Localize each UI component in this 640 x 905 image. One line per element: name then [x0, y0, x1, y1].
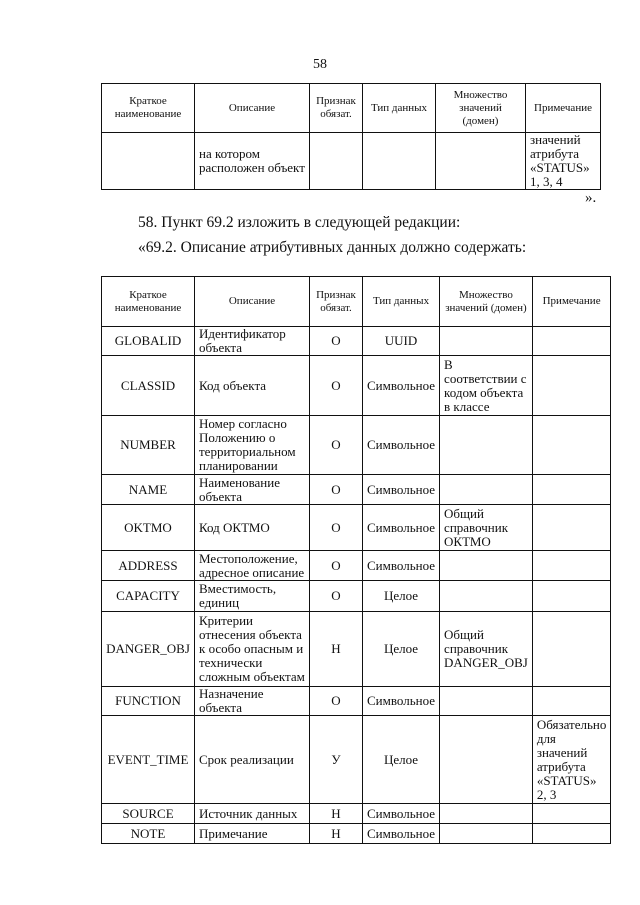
cell-type: Символьное: [363, 551, 440, 581]
cell-desc: на котором расположен объект: [195, 133, 310, 190]
cell-desc: Назначение объекта: [195, 687, 310, 716]
cell-desc: Местоположение, адресное описание: [195, 551, 310, 581]
cell-flag: [310, 133, 363, 190]
cell-desc: Критерии отнесения объекта к особо опасным и технически сложным объектам: [195, 612, 310, 687]
cell-note: [532, 356, 611, 416]
cell-flag: О: [310, 581, 363, 612]
cell-type: Целое: [363, 581, 440, 612]
cell-code: NUMBER: [102, 416, 195, 475]
cell-note: [532, 824, 611, 844]
table-row: [102, 687, 611, 716]
cell-desc: Источник данных: [195, 804, 310, 824]
cell-desc: Код объекта: [195, 356, 310, 416]
cell-note: [532, 505, 611, 551]
table-row: [102, 824, 611, 844]
header-flag: Признак обязат.: [310, 84, 363, 133]
cell-type: Символьное: [363, 356, 440, 416]
cell-domain: [436, 133, 526, 190]
cell-note: [532, 416, 611, 475]
header-code: Краткое наименование: [102, 277, 195, 327]
header-desc: Описание: [195, 277, 310, 327]
cell-desc: Примечание: [195, 824, 310, 844]
header-type: Тип данных: [363, 277, 440, 327]
continuation-row: [102, 133, 601, 190]
cell-domain: [440, 716, 533, 804]
cell-flag: О: [310, 475, 363, 505]
cell-code: SOURCE: [102, 804, 195, 824]
cell-flag: О: [310, 687, 363, 716]
cell-flag: Н: [310, 804, 363, 824]
cell-domain: Общий справочник DANGER_OBJ: [440, 612, 533, 687]
cell-code: [102, 133, 195, 190]
cell-type: Целое: [363, 716, 440, 804]
cell-type: Символьное: [363, 804, 440, 824]
header-type: Тип данных: [363, 84, 436, 133]
cell-note: Обязательно для значений атрибута «STATUS» 2, 3: [532, 716, 611, 804]
attributes-table: [101, 276, 611, 844]
cell-desc: Наименование объекта: [195, 475, 310, 505]
cell-code: OKTMO: [102, 505, 195, 551]
cell-domain: [440, 551, 533, 581]
cell-flag: Н: [310, 612, 363, 687]
closing-quote: ».: [585, 190, 597, 206]
cell-type: [363, 133, 436, 190]
cell-type: Символьное: [363, 687, 440, 716]
cell-note: [532, 327, 611, 356]
instruction-item-58: 58. Пункт 69.2 изложить в следующей редакции:: [138, 214, 461, 231]
cell-code: NAME: [102, 475, 195, 505]
cell-note: [532, 551, 611, 581]
cell-domain: [440, 327, 533, 356]
cell-domain: [440, 804, 533, 824]
header-flag: Признак обязат.: [310, 277, 363, 327]
table-row: [102, 475, 611, 505]
header-note: Примечание: [526, 84, 601, 133]
header-note: Примечание: [532, 277, 611, 327]
cell-note: [532, 804, 611, 824]
cell-desc: Номер согласно Положению о территориальном планировании: [195, 416, 310, 475]
table-row: [102, 327, 611, 356]
cell-code: FUNCTION: [102, 687, 195, 716]
table-row: [102, 416, 611, 475]
cell-flag: О: [310, 356, 363, 416]
cell-code: GLOBALID: [102, 327, 195, 356]
cell-code: ADDRESS: [102, 551, 195, 581]
cell-type: Символьное: [363, 824, 440, 844]
header-desc: Описание: [195, 84, 310, 133]
cell-domain: [440, 581, 533, 612]
table-row: [102, 551, 611, 581]
cell-domain: В соответствии с кодом объекта в классе: [440, 356, 533, 416]
instruction-item-69-2: «69.2. Описание атрибутивных данных должно содержать:: [138, 239, 527, 256]
table-row: [102, 356, 611, 416]
cell-code: DANGER_OBJ: [102, 612, 195, 687]
continuation-table: [101, 83, 601, 190]
cell-type: Символьное: [363, 475, 440, 505]
table-row: [102, 581, 611, 612]
cell-flag: У: [310, 716, 363, 804]
cell-desc: Срок реализации: [195, 716, 310, 804]
cell-code: CAPACITY: [102, 581, 195, 612]
cell-flag: О: [310, 327, 363, 356]
cell-code: EVENT_TIME: [102, 716, 195, 804]
header-domain: Множество значений (домен): [436, 84, 526, 133]
cell-domain: Общий справочник ОКТМО: [440, 505, 533, 551]
header-domain: Множество значений (домен): [440, 277, 533, 327]
cell-code: NOTE: [102, 824, 195, 844]
cell-note: [532, 612, 611, 687]
cell-note: [532, 687, 611, 716]
cell-desc: Вместимость, единиц: [195, 581, 310, 612]
continuation-header-row: [102, 84, 601, 133]
table-row: [102, 612, 611, 687]
cell-flag: О: [310, 416, 363, 475]
cell-type: Целое: [363, 612, 440, 687]
cell-note: [532, 581, 611, 612]
cell-domain: [440, 416, 533, 475]
cell-type: Символьное: [363, 505, 440, 551]
cell-flag: Н: [310, 824, 363, 844]
table-row: [102, 505, 611, 551]
cell-desc: Код ОКТМО: [195, 505, 310, 551]
page-number: 58: [313, 57, 327, 72]
cell-type: UUID: [363, 327, 440, 356]
attributes-header-row: [102, 277, 611, 327]
table-row: [102, 804, 611, 824]
cell-domain: [440, 475, 533, 505]
cell-note: значений атрибута «STATUS» 1, 3, 4: [526, 133, 601, 190]
cell-domain: [440, 824, 533, 844]
cell-code: CLASSID: [102, 356, 195, 416]
cell-desc: Идентификатор объекта: [195, 327, 310, 356]
cell-flag: О: [310, 551, 363, 581]
cell-flag: О: [310, 505, 363, 551]
cell-note: [532, 475, 611, 505]
header-code: Краткое наименование: [102, 84, 195, 133]
cell-type: Символьное: [363, 416, 440, 475]
table-row: [102, 716, 611, 804]
cell-domain: [440, 687, 533, 716]
